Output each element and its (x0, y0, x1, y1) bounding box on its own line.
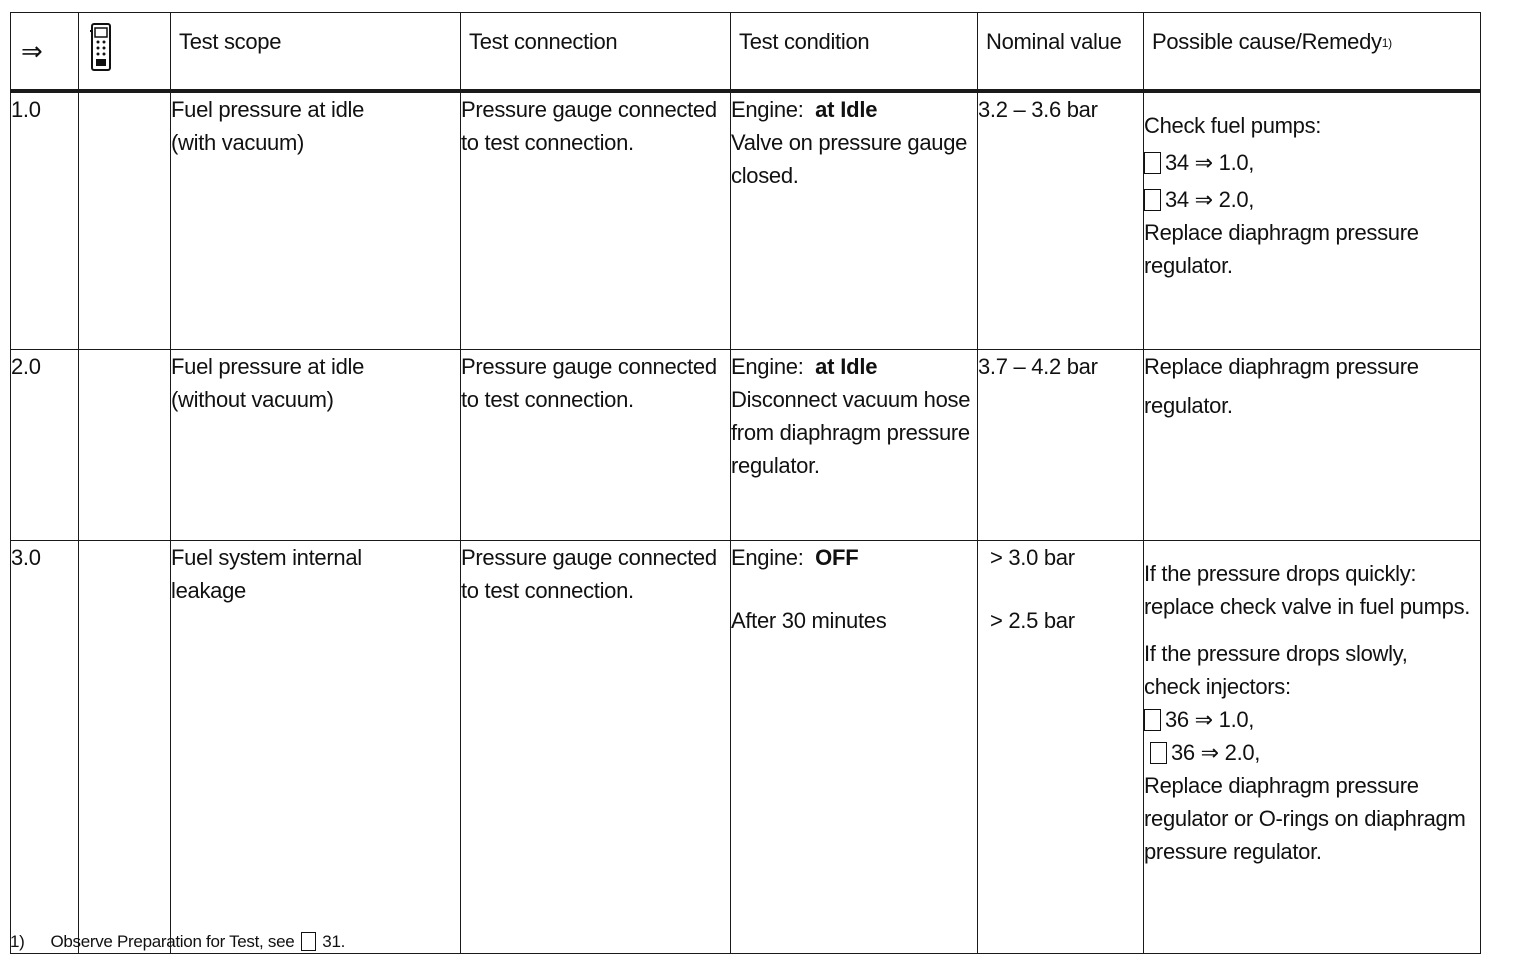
step-number: 3.0 (11, 540, 79, 953)
tester-device-icon (79, 13, 171, 91)
footnote (10, 932, 345, 952)
nominal-value-cell (978, 91, 1144, 350)
connection-line: to test connection. (461, 386, 634, 412)
condition-value: at Idle (815, 353, 878, 379)
spacer (990, 574, 1143, 604)
header-nominal-value: Nominal value (978, 13, 1144, 91)
nominal-value: > 3.0 bar (990, 544, 1075, 570)
reference-text: 36 ⇒ 1.0, (1165, 706, 1255, 732)
remedy-line: regulator. (1144, 392, 1233, 418)
condition-engine-line (731, 350, 977, 383)
reference-box-icon (301, 932, 316, 951)
table-row (11, 540, 1481, 953)
reference-text: 34 ⇒ 2.0, (1165, 186, 1255, 212)
condition-engine-line (731, 541, 977, 574)
remedy-line: Replace diaphragm pressure (1144, 772, 1419, 798)
reference-box-icon (1144, 152, 1161, 174)
scope-line: Fuel pressure at idle (171, 96, 365, 122)
footnote-marker: 1) (10, 932, 25, 951)
fuel-pressure-test-table (10, 12, 1481, 954)
test-connection-cell (461, 349, 731, 540)
spacer (731, 574, 977, 604)
footnote-reference-number: 31. (322, 932, 346, 951)
connection-line: Pressure gauge connected (461, 96, 717, 122)
scope-line: Fuel pressure at idle (171, 353, 365, 379)
possible-cause-cell (1144, 349, 1481, 540)
remedy-line: regulator. (1144, 252, 1233, 278)
connection-line: to test connection. (461, 577, 634, 603)
test-scope-cell (171, 540, 461, 953)
condition-line: regulator. (731, 452, 820, 478)
reference-text: 36 ⇒ 2.0, (1171, 739, 1261, 765)
condition-after: After 30 minutes (731, 607, 887, 633)
test-condition-cell (731, 91, 978, 350)
footnote-text: Observe Preparation for Test, see (50, 932, 295, 951)
connection-line: Pressure gauge connected (461, 353, 717, 379)
scope-line: (without vacuum) (171, 386, 334, 412)
device-cell (79, 91, 171, 350)
test-condition-cell (731, 349, 978, 540)
remedy-line: regulator or O-rings on diaphragm (1144, 805, 1466, 831)
remedy-line: pressure regulator. (1144, 838, 1322, 864)
reference-text: 34 ⇒ 1.0, (1165, 149, 1255, 175)
test-scope-cell (171, 349, 461, 540)
remedy-line: If the pressure drops quickly: (1144, 560, 1417, 586)
possible-cause-cell (1144, 540, 1481, 953)
step-number: 2.0 (11, 349, 79, 540)
table-header-row (11, 13, 1481, 91)
nominal-value-cell (978, 540, 1144, 953)
test-condition-cell (731, 540, 978, 953)
arrow-icon: ⇒ (11, 13, 79, 91)
remedy-reference (1144, 146, 1480, 179)
reference-box-icon (1150, 742, 1167, 764)
nominal-value: 3.2 – 3.6 bar (978, 96, 1098, 122)
test-scope-cell (171, 91, 461, 350)
remedy-reference (1144, 736, 1480, 769)
remedy-line: replace check valve in fuel pumps. (1144, 593, 1471, 619)
condition-value: OFF (815, 544, 859, 570)
test-table-page (10, 12, 1480, 954)
nominal-value: 3.7 – 4.2 bar (978, 353, 1098, 379)
condition-line: Valve on pressure gauge (731, 129, 968, 155)
remedy-line: Replace diaphragm pressure (1144, 219, 1419, 245)
nominal-value-cell (978, 349, 1144, 540)
header-possible-cause-label: Possible cause/Remedy (1152, 29, 1382, 54)
condition-value: at Idle (815, 96, 878, 122)
header-test-scope: Test scope (171, 13, 461, 91)
device-cell (79, 349, 171, 540)
reference-box-icon (1144, 189, 1161, 211)
spacer (1144, 623, 1480, 637)
connection-line: to test connection. (461, 129, 634, 155)
remedy-reference (1144, 703, 1480, 736)
condition-label: Engine: (731, 96, 804, 122)
remedy-reference (1144, 183, 1480, 216)
nominal-value: > 2.5 bar (990, 607, 1075, 633)
condition-label: Engine: (731, 353, 804, 379)
remedy-line: Replace diaphragm pressure (1144, 353, 1419, 379)
test-connection-cell (461, 540, 731, 953)
possible-cause-cell (1144, 91, 1481, 350)
step-number: 1.0 (11, 91, 79, 350)
reference-box-icon (1144, 709, 1161, 731)
remedy-line: check injectors: (1144, 673, 1291, 699)
header-test-condition: Test condition (731, 13, 978, 91)
scope-line: Fuel system internal (171, 544, 362, 570)
device-cell (79, 540, 171, 953)
test-connection-cell (461, 91, 731, 350)
condition-line: from diaphragm pressure (731, 419, 970, 445)
header-test-connection: Test connection (461, 13, 731, 91)
scope-line: leakage (171, 577, 246, 603)
remedy-intro: Check fuel pumps: (1144, 112, 1322, 138)
condition-line: closed. (731, 162, 799, 188)
condition-line: Disconnect vacuum hose (731, 386, 971, 412)
footnote-reference: 1) (1381, 36, 1392, 50)
remedy-line: If the pressure drops slowly, (1144, 640, 1408, 666)
connection-line: Pressure gauge connected (461, 544, 717, 570)
scope-line: (with vacuum) (171, 129, 305, 155)
header-possible-cause (1144, 13, 1481, 91)
table-row (11, 349, 1481, 540)
condition-engine-line (731, 93, 977, 126)
condition-label: Engine: (731, 544, 804, 570)
table-row (11, 91, 1481, 350)
